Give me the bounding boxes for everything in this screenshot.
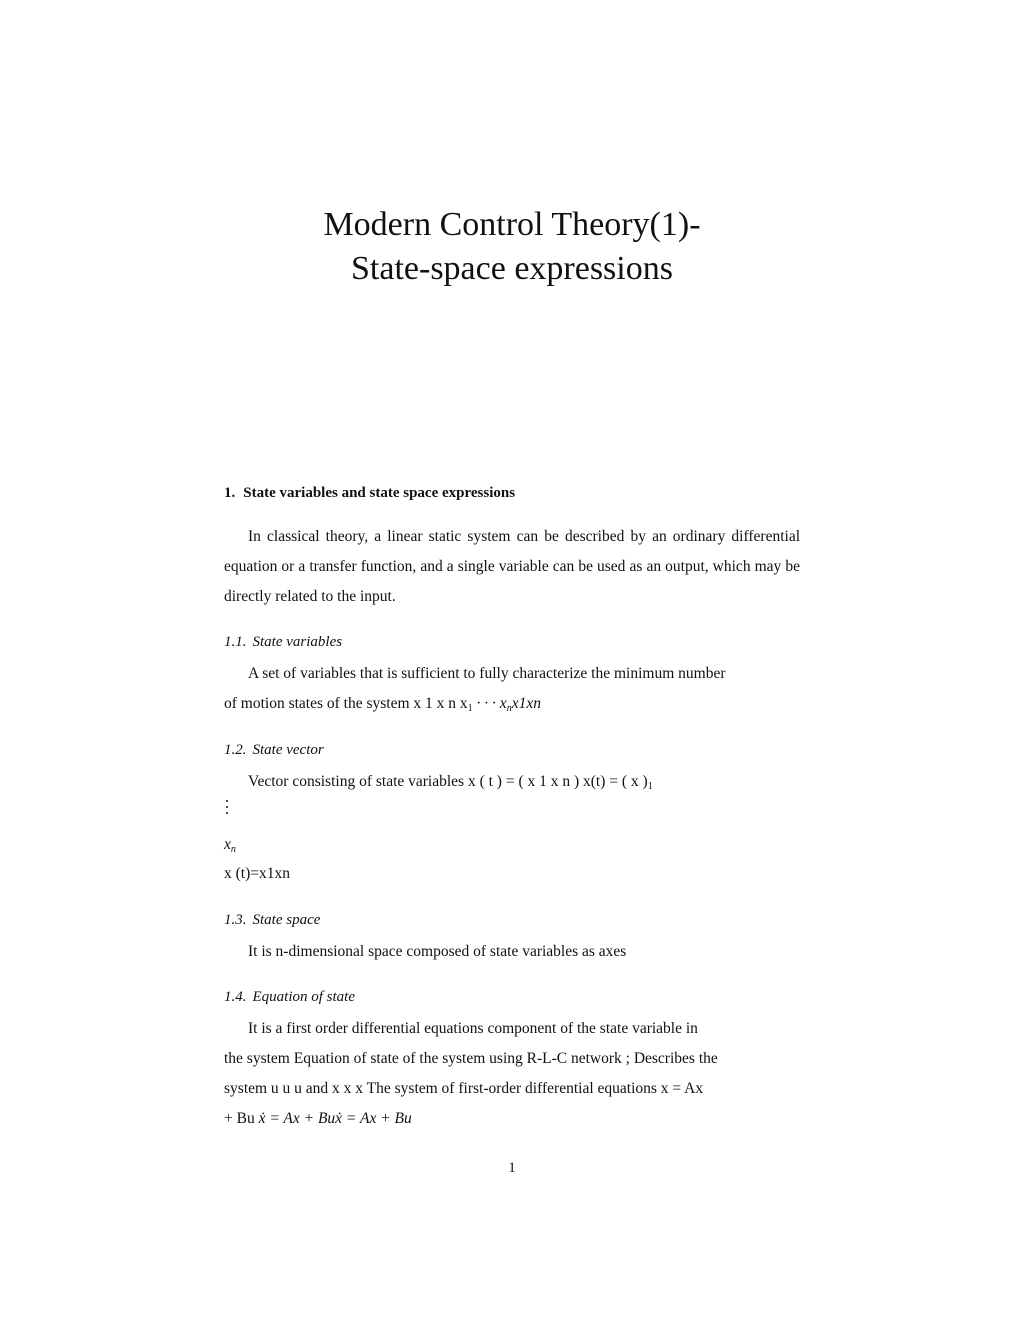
line4-math: ẋ = Ax + Buẋ = Ax + Bu xyxy=(258,1110,412,1127)
subsection-1-3-title: State space xyxy=(252,912,321,928)
subsection-1-3-line-1: It is n-dimensional space composed of state variables as axes xyxy=(248,943,627,960)
line1-text: Vector consisting of state variables x ( t ) = ( x 1 x n ) x(t) = ( x ) xyxy=(248,773,648,790)
subsection-1-2-heading xyxy=(224,742,324,759)
xn-base: x xyxy=(224,836,231,853)
subsection-1-4-line-4 xyxy=(224,1110,412,1128)
xn-sub: n xyxy=(230,844,236,855)
line2-tail: x1xn xyxy=(511,695,541,712)
subsection-1-4-title: Equation of state xyxy=(252,989,355,1005)
subsection-1-2-line-last: x (t)=x1xn xyxy=(224,865,290,882)
subsection-1-1-number: 1.1. xyxy=(224,634,247,650)
section-1-paragraph xyxy=(224,522,800,612)
section-1-title: State variables and state space expressions xyxy=(243,485,516,501)
page-number: 1 xyxy=(508,1160,516,1176)
subsection-1-2-line-1 xyxy=(248,773,653,792)
line4-text: + Bu xyxy=(224,1110,259,1127)
subsection-1-3-heading xyxy=(224,912,320,929)
section-1-paragraph-text: In classical theory, a linear static system can be described by an ordinary differential equation or a transfer function, and a single variable can be used as an output, which may be directly related to the input. xyxy=(224,528,800,605)
subsection-1-4-heading xyxy=(224,989,355,1006)
subsection-1-4-line-3: system u u u and x x x The system of first-order differential equations x = Ax xyxy=(224,1080,704,1097)
subsection-1-1-line-2 xyxy=(224,695,541,714)
subsection-1-4-line-1: It is a first order differential equations component of the state variable in xyxy=(248,1020,698,1037)
page-title xyxy=(0,203,1024,291)
subsection-1-4-number: 1.4. xyxy=(224,989,247,1005)
title-line-2: State-space expressions xyxy=(351,250,673,287)
line2-sub: 1 xyxy=(467,703,473,714)
subsection-1-1-heading xyxy=(224,634,342,651)
line1-sub: 1 xyxy=(647,781,653,792)
subsection-1-1-title: State variables xyxy=(252,634,343,650)
subsection-1-3-number: 1.3. xyxy=(224,912,247,928)
subsection-1-2-title: State vector xyxy=(252,742,324,758)
vertical-ellipsis xyxy=(226,800,230,818)
subsection-1-1-line-1: A set of variables that is sufficient to fully characterize the minimum number xyxy=(248,665,726,682)
section-1-number: 1. xyxy=(224,485,236,501)
subsection-1-4-line-2: the system Equation of state of the system using R-L-C network ; Describes the xyxy=(224,1050,718,1067)
section-1-heading xyxy=(224,485,515,502)
line2-math: · · · x xyxy=(476,695,507,712)
line2-text: of motion states of the system x 1 x n x xyxy=(224,695,468,712)
subsection-1-2-number: 1.2. xyxy=(224,742,247,758)
xn-line xyxy=(224,836,236,855)
title-line-1: Modern Control Theory(1)- xyxy=(323,206,701,243)
line2-math-sub: n xyxy=(506,703,512,714)
